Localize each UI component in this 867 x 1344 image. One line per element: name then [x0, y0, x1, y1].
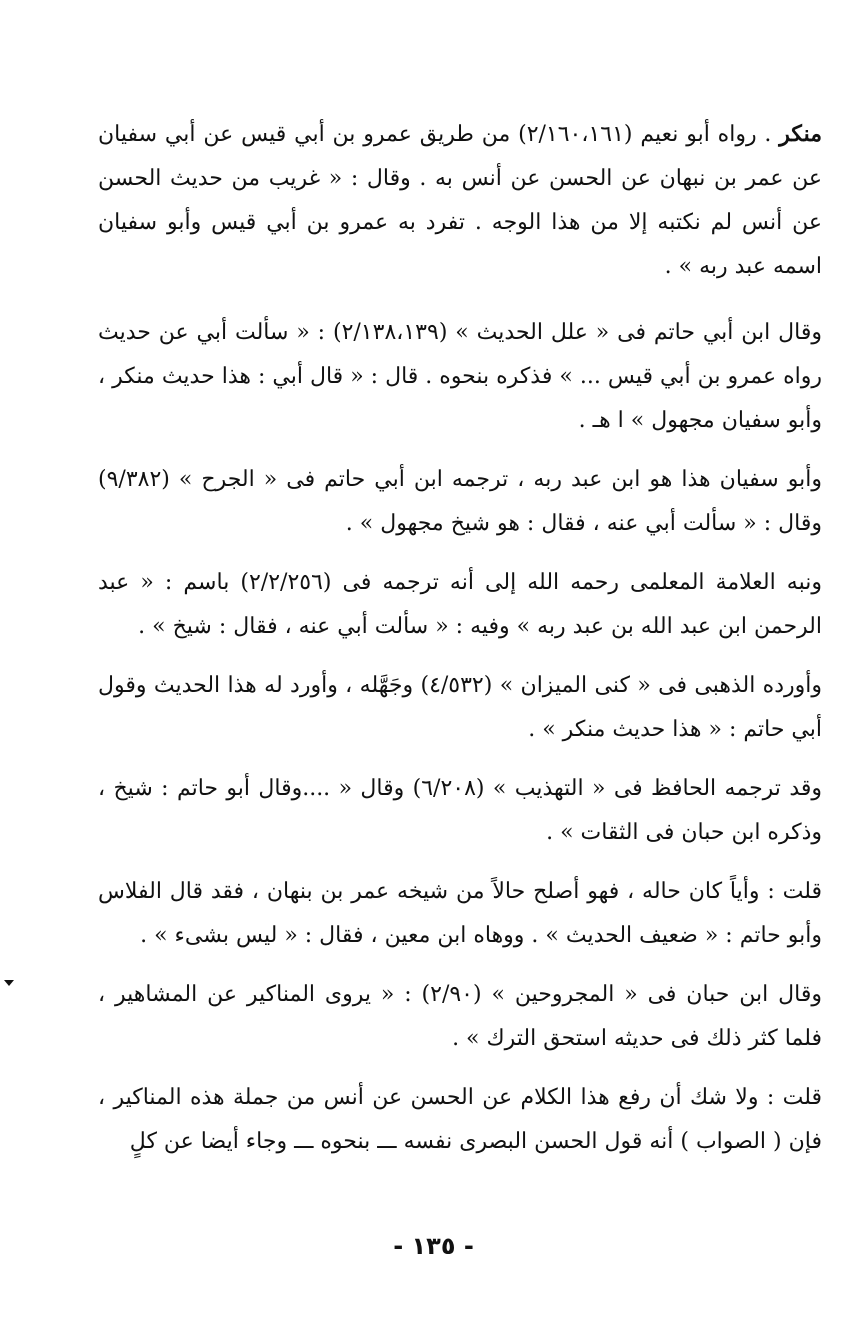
paragraph-6: وقد ترجمه الحافظ فى « التهذيب » (٦/٢٠٨) وقال « ....وقال أبو حاتم : شيخ ، وذكره ابن حبان فى الثقات » . — [98, 776, 823, 845]
text-column — [98, 112, 822, 1164]
paragraph-9: قلت : ولا شك أن رفع هذا الكلام عن الحسن عن أنس من جملة هذه المناكير ، فإن ( الصواب ) أنه قول الحسن البصرى نفسه ـــ بنحوه ـــ وجاء أيضا عن كلٍ — [98, 1085, 822, 1154]
paragraph-4: ونبه العلامة المعلمى رحمه الله إلى أنه ترجمه فى (٢/٢/٢٥٦) باسم : « عبد الرحمن ابن عبد الله بن عبد ربه » وفيه : « سألت أبي عنه ، فقال : شيخ » . — [98, 570, 822, 639]
paragraph-7: قلت : وأياً كان حاله ، فهو أصلح حالاً من شيخه عمر بن بنهان ، فقد قال الفلاس وأبو حاتم : « ضعيف الحديث » . ووهاه ابن معين ، فقال : « ليس بشىء » . — [98, 879, 822, 948]
paragraph-1 — [98, 112, 822, 289]
margin-mark-icon — [4, 980, 14, 986]
paragraph-5: وأورده الذهبى فى « كنى الميزان » (٤/٥٣٢) وجَهَّله ، وأورد له هذا الحديث وقول أبي حاتم : « هذا حديث منكر » . — [98, 673, 822, 742]
lead-word: منكر — [779, 121, 822, 147]
paragraph-8: وقال ابن حبان فى « المجروحين » (٢/٩٠) : « يروى المناكير عن المشاهير ، فلما كثر ذلك فى حديثه استحق الترك » . — [98, 982, 822, 1051]
paragraph-3: وأبو سفيان هذا هو ابن عبد ربه ، ترجمه ابن أبي حاتم فى « الجرح » (٩/٣٨٢) وقال : « سألت أبي عنه ، فقال : هو شيخ مجهول » . — [98, 467, 822, 536]
page-number: - ١٣٥ - — [393, 1232, 474, 1260]
paragraph-1-text: . رواه أبو نعيم (٢/١٦٠،١٦١) من طريق عمرو بن أبي قيس عن أبي سفيان عن عمر بن نبهان عن الحسن عن أنس به . وقال : « غريب من حديث الحسن عن أنس لم نكتبه إلا من هذا الوجه . تفرد به عمرو بن أبي قيس وأبو سفيان اسمه عبد ربه » . — [98, 122, 822, 279]
paragraph-2: وقال ابن أبي حاتم فى « علل الحديث » (٢/١٣٨،١٣٩) : « سألت أبي عن حديث رواه عمرو بن أبي قيس ... » فذكره بنحوه . قال : « قال أبي : هذا حديث منكر ، وأبو سفيان مجهول » ا هـ . — [98, 320, 823, 433]
